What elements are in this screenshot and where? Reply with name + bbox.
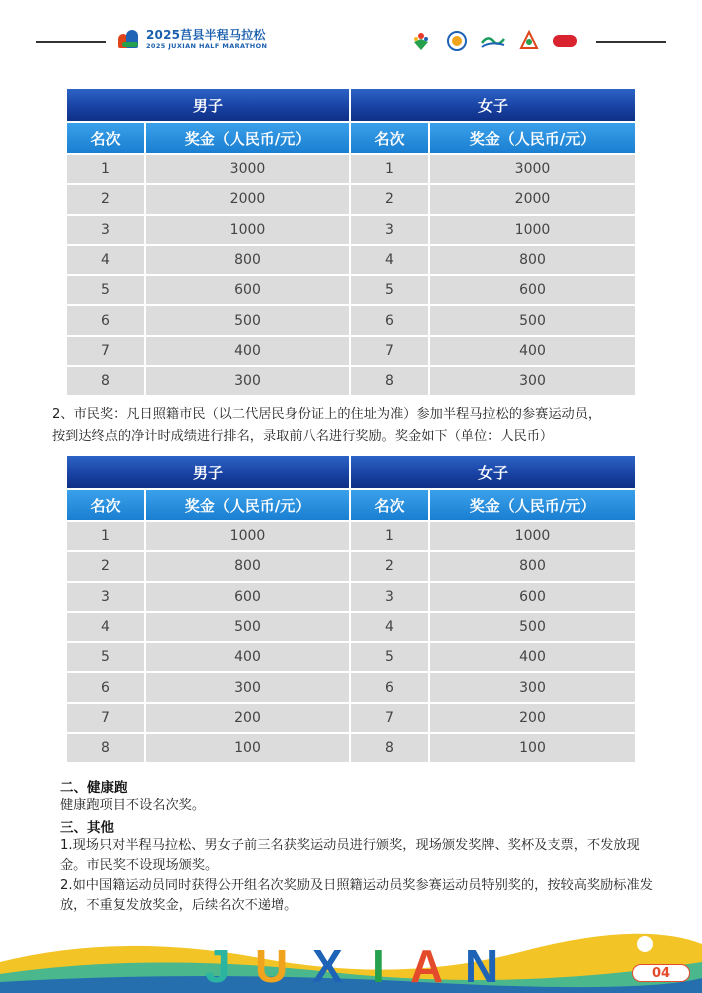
group-header-women: 女子	[351, 89, 635, 121]
women-rank-cell: 8	[351, 734, 428, 762]
table-row	[67, 367, 635, 395]
women-rank-cell: 7	[351, 337, 428, 365]
coastal-city-logo-icon	[480, 30, 506, 52]
table-row	[67, 306, 635, 334]
group-header-men: 男子	[67, 456, 349, 488]
section-title-other: 三、其他	[60, 820, 114, 836]
table-row	[67, 613, 635, 641]
column-header-rank: 名次	[351, 490, 428, 520]
women-rank-cell: 2	[351, 552, 428, 580]
women-rank-cell: 6	[351, 673, 428, 701]
men-amount-cell: 600	[146, 276, 349, 304]
men-amount-cell: 500	[146, 306, 349, 334]
art-letter-i: I	[372, 940, 385, 992]
men-amount-cell: 500	[146, 613, 349, 641]
men-rank-cell: 2	[67, 552, 144, 580]
table-row	[67, 734, 635, 762]
other-item-2: 2.如中国籍运动员同时获得公开组名次奖励及日照籍运动员奖参赛运动员特别奖的，按较高奖励标准发放，不重复发放奖金，后续名次不递增。	[60, 878, 653, 913]
table-body	[67, 155, 635, 395]
women-rank-cell: 2	[351, 185, 428, 213]
women-amount-cell: 300	[430, 673, 635, 701]
table-row	[67, 583, 635, 611]
county-emblem-logo-icon	[444, 30, 470, 52]
men-rank-cell: 4	[67, 613, 144, 641]
men-rank-cell: 4	[67, 246, 144, 274]
women-amount-cell: 2000	[430, 185, 635, 213]
women-amount-cell: 300	[430, 367, 635, 395]
women-amount-cell: 1000	[430, 216, 635, 244]
column-header-amount: 奖金（人民币/元）	[146, 490, 349, 520]
brand-title: 2025莒县半程马拉松	[146, 27, 266, 42]
table-row	[67, 337, 635, 365]
women-rank-cell: 4	[351, 613, 428, 641]
women-amount-cell: 800	[430, 246, 635, 274]
table-row	[67, 155, 635, 183]
header-rule-right	[596, 41, 666, 43]
china-sports-lottery-logo-icon	[408, 30, 434, 52]
column-header-rank: 名次	[351, 123, 428, 153]
men-rank-cell: 1	[67, 522, 144, 550]
men-rank-cell: 5	[67, 276, 144, 304]
men-rank-cell: 7	[67, 704, 144, 732]
other-item-1: 1.现场只对半程马拉松、男女子前三名获奖运动员进行颁奖，现场颁发奖牌、奖杯及支票，不发放现金。市民奖不设现场颁奖。	[60, 838, 640, 873]
section-title-health-run: 二、健康跑	[60, 780, 128, 796]
women-rank-cell: 1	[351, 522, 428, 550]
men-amount-cell: 800	[146, 246, 349, 274]
column-header-amount: 奖金（人民币/元）	[430, 490, 635, 520]
men-amount-cell: 600	[146, 583, 349, 611]
art-letter-j: J	[205, 940, 231, 992]
women-rank-cell: 3	[351, 216, 428, 244]
men-amount-cell: 800	[146, 552, 349, 580]
men-amount-cell: 400	[146, 337, 349, 365]
running-club-logo-icon	[516, 30, 542, 52]
women-amount-cell: 400	[430, 337, 635, 365]
women-amount-cell: 1000	[430, 522, 635, 550]
group-header-women: 女子	[351, 456, 635, 488]
women-amount-cell: 600	[430, 276, 635, 304]
art-letter-u: U	[255, 940, 289, 992]
table-row	[67, 673, 635, 701]
art-letter-x: X	[312, 940, 343, 992]
women-rank-cell: 6	[351, 306, 428, 334]
men-rank-cell: 2	[67, 185, 144, 213]
men-amount-cell: 300	[146, 673, 349, 701]
table-row	[67, 704, 635, 732]
men-amount-cell: 1000	[146, 216, 349, 244]
column-header-rank: 名次	[67, 490, 144, 520]
women-amount-cell: 500	[430, 613, 635, 641]
men-rank-cell: 1	[67, 155, 144, 183]
men-rank-cell: 8	[67, 367, 144, 395]
section-text-health-run: 健康跑项目不设名次奖。	[60, 798, 206, 813]
women-amount-cell: 200	[430, 704, 635, 732]
brand-subtitle: 2025 JUXIAN HALF MARATHON	[146, 41, 268, 50]
men-amount-cell: 2000	[146, 185, 349, 213]
table-row	[67, 552, 635, 580]
citizen-award-line-2: 按到达终点的净计时成绩进行排名，录取前八名进行奖励。奖金如下（单位：人民币）	[52, 429, 554, 444]
women-rank-cell: 7	[351, 704, 428, 732]
men-amount-cell: 100	[146, 734, 349, 762]
women-amount-cell: 3000	[430, 155, 635, 183]
open-prize-table	[67, 89, 635, 395]
men-rank-cell: 3	[67, 583, 144, 611]
women-rank-cell: 4	[351, 246, 428, 274]
men-amount-cell: 400	[146, 643, 349, 671]
page-number: 04	[632, 964, 690, 982]
men-amount-cell: 300	[146, 367, 349, 395]
brand-sponsor-logo-icon	[552, 30, 578, 52]
column-header-amount: 奖金（人民币/元）	[146, 123, 349, 153]
men-amount-cell: 1000	[146, 522, 349, 550]
event-brand	[118, 28, 267, 50]
women-amount-cell: 800	[430, 552, 635, 580]
table-row	[67, 643, 635, 671]
art-letter-a: A	[410, 940, 444, 992]
women-amount-cell: 600	[430, 583, 635, 611]
column-header-rank: 名次	[67, 123, 144, 153]
sponsor-logos	[408, 30, 578, 52]
women-rank-cell: 8	[351, 367, 428, 395]
men-amount-cell: 200	[146, 704, 349, 732]
art-letter-n: N	[465, 940, 499, 992]
column-header-amount: 奖金（人民币/元）	[430, 123, 635, 153]
header-rule-left	[36, 41, 106, 43]
footer-banner-art	[0, 922, 702, 993]
women-amount-cell: 500	[430, 306, 635, 334]
men-rank-cell: 6	[67, 306, 144, 334]
women-rank-cell: 5	[351, 643, 428, 671]
men-rank-cell: 8	[67, 734, 144, 762]
women-amount-cell: 400	[430, 643, 635, 671]
event-logo-icon	[118, 28, 140, 50]
citizen-prize-table	[67, 456, 635, 762]
women-rank-cell: 5	[351, 276, 428, 304]
group-header-men: 男子	[67, 89, 349, 121]
table-row	[67, 185, 635, 213]
citizen-award-line-1: 2、市民奖：凡日照籍市民（以二代居民身份证上的住址为准）参加半程马拉松的参赛运动员，	[52, 407, 602, 422]
women-rank-cell: 1	[351, 155, 428, 183]
men-rank-cell: 3	[67, 216, 144, 244]
men-rank-cell: 5	[67, 643, 144, 671]
table-row	[67, 276, 635, 304]
women-amount-cell: 100	[430, 734, 635, 762]
men-rank-cell: 7	[67, 337, 144, 365]
table-row	[67, 246, 635, 274]
table-body	[67, 522, 635, 762]
table-row	[67, 522, 635, 550]
men-rank-cell: 6	[67, 673, 144, 701]
table-row	[67, 216, 635, 244]
men-amount-cell: 3000	[146, 155, 349, 183]
women-rank-cell: 3	[351, 583, 428, 611]
